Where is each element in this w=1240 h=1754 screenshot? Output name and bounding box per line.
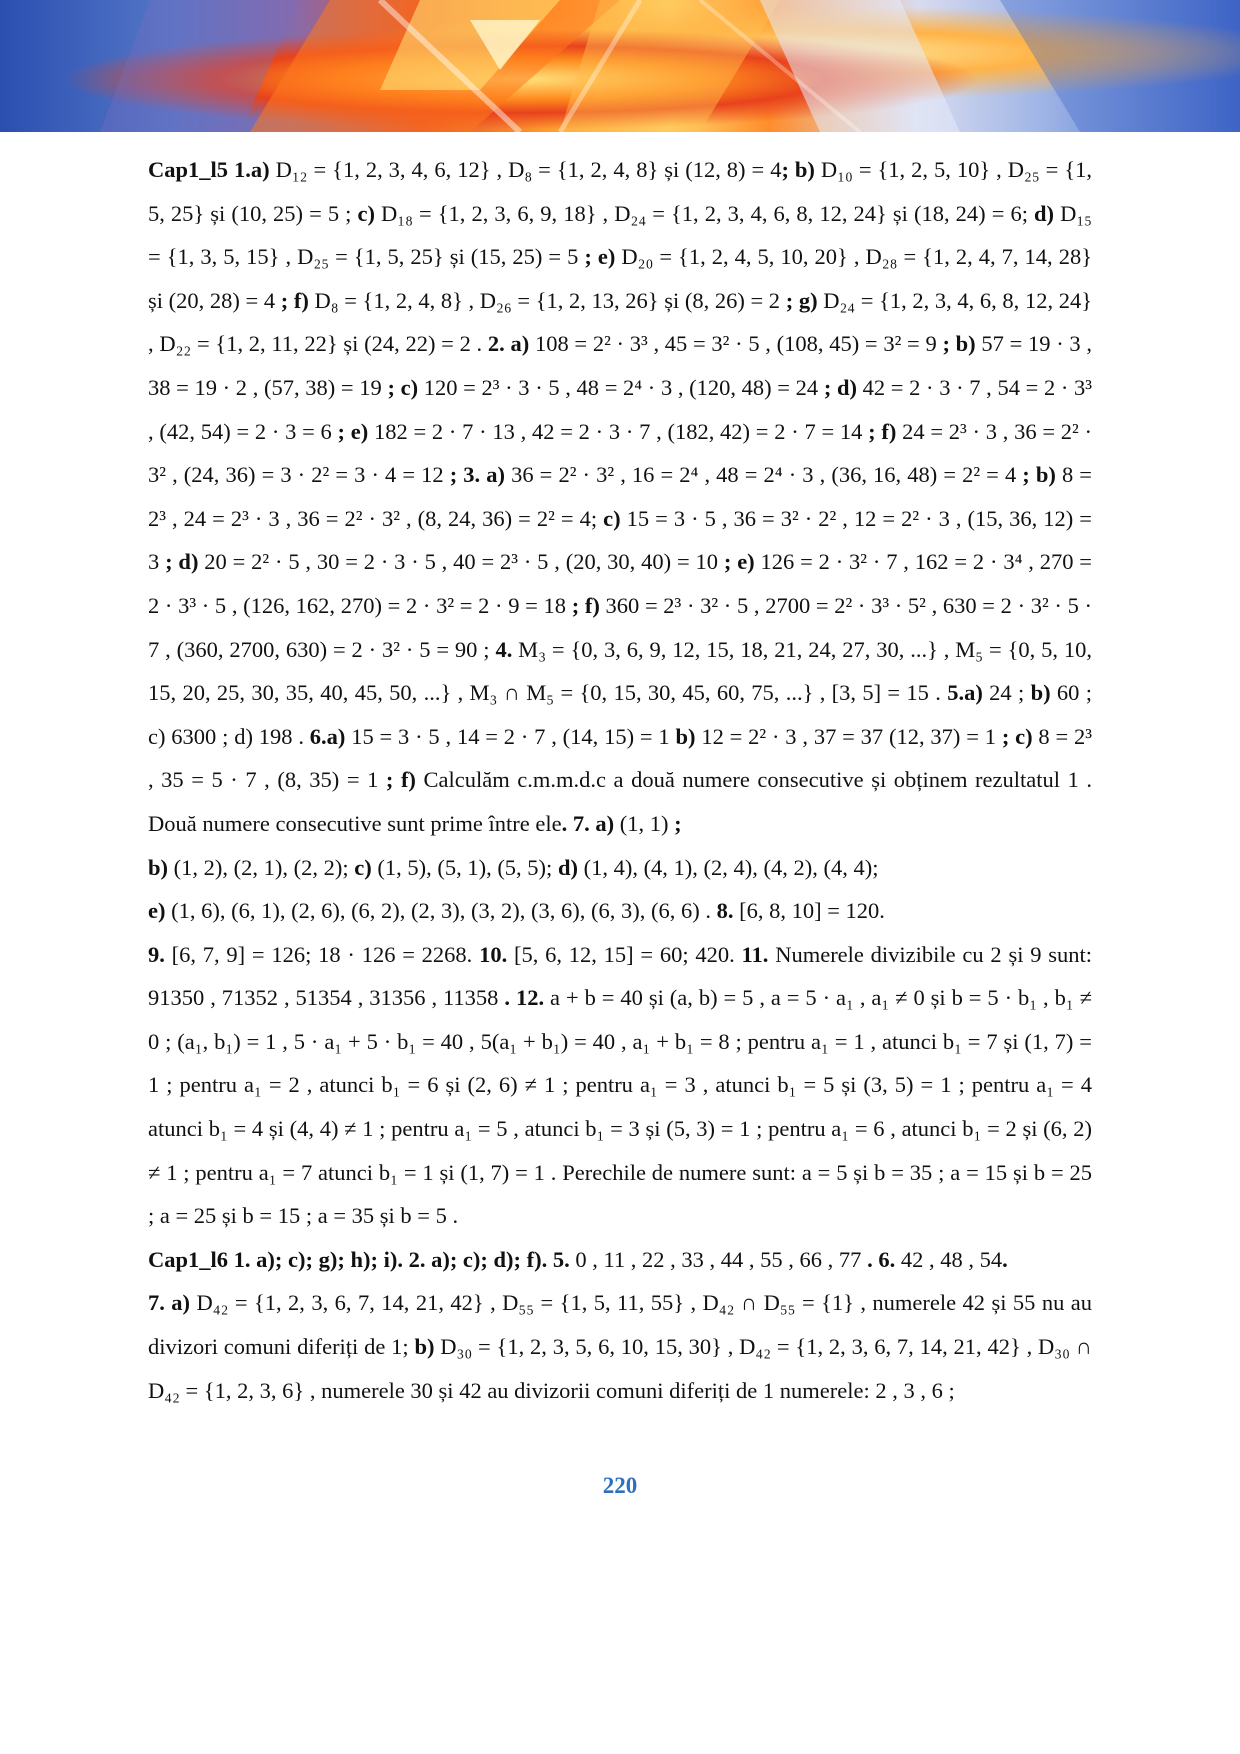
solution-text: 0 , 11 , 22 , 33 , 44 , 55 , 66 , 77 [569,1246,868,1272]
paragraph [148,933,1092,1238]
exercise-label: d) [1034,200,1055,226]
solution-text: [6, 8, 10] = 120. [733,898,885,924]
solution-text: a + b = 40 și (a, b) = 5 , a = 5 · a₁ , a₁ ≠ 0 și b = 5 · b₁ , b₁ ≠ 0 ; (a₁, b₁) = 1 , 5 · a₁ + 5 · b₁ = 40 , 5(a₁ + b₁) = 40 , a₁ + b₁ = 8 ; pentru a₁ = 1 , atunci b₁ = 7 și (1, 7) = 1 ; pentru a₁ = 2 , atunci b₁ = 6 și (2, 6) ≠ 1 ; pentru a₁ = 3 , atunci b₁ = 5 și (3, 5) = 1 ; pentru a₁ = 4 atunci b₁ = 4 și (4, 4) ≠ 1 ; pentru a₁ = 5 , atunci b₁ = 3 și (5, 3) = 1 ; pentru a₁ = 6 , atunci b₁ = 2 și (6, 2) ≠ 1 ; pentru a₁ = 7 atunci b₁ = 1 și (1, 7) = 1 . Perechile de numere sunt: a = 5 și b = 35 ; a = 15 și b = 25 ; a = 25 și b = 15 ; a = 35 și b = 5 . [148,985,1093,1229]
solution-text: 108 = 2² · 3³ , 45 = 3² · 5 , (108, 45) = 3² = 9 [529,331,943,357]
solution-text: D₂₄ = {1, 2, 3, 4, 6, 8, 12, 24} , D₂₂ = {1, 2, 11, 22} și (24, 22) = 2 . [148,287,1092,357]
exercise-label: ; b) [1022,462,1056,488]
solution-text: (1, 1) [614,810,675,836]
solution-text: 8 = 2³ , 24 = 2³ · 3 , 36 = 2² · 3² , (8, 24, 36) = 2² = 4; [148,462,1093,531]
solution-text: 42 = 2 · 3 · 7 , 54 = 2 · 3³ , (42, 54) = 2 · 3 = 6 [148,374,1093,444]
exercise-label: . 12. [504,985,545,1011]
solution-text: 42 , 48 , 54 [895,1246,1003,1272]
solution-text: D₈ = {1, 2, 4, 8} , D₂₆ = {1, 2, 13, 26} și (8, 26) = 2 [308,287,786,313]
exercise-label: ; f) [868,418,897,444]
solution-text: 360 = 2³ · 3² · 5 , 2700 = 2² · 3³ · 5² , 630 = 2 · 3² · 5 · 7 , (360, 2700, 630) = 2 · 3² · 5 = 90 ; [148,592,1092,662]
exercise-label: b) [148,854,169,880]
solution-text: (1, 4), (4, 1), (2, 4), (4, 2), (4, 4); [577,854,879,880]
exercise-label: ; 3. a) [449,462,506,488]
solution-text: 15 = 3 · 5 , 14 = 2 · 7 , (14, 15) = 1 [345,723,676,749]
exercise-label: 8. [716,898,734,924]
paragraph [148,148,1092,846]
exercise-label: ; d) [165,549,199,575]
solution-text: 8 = 2³ , 35 = 5 · 7 , (8, 35) = 1 [148,723,1093,793]
solution-text: D₁₂ = {1, 2, 3, 4, 6, 12} , D₈ = {1, 2, 4, 8} și (12, 8) = 4 [269,157,782,182]
exercise-label: d) [557,854,578,880]
exercise-label: b) [675,723,696,749]
exercise-label: e) [148,898,166,924]
exercise-label: 2. a) [487,331,530,357]
page-number: 220 [602,1473,638,1498]
solution-text: 57 = 19 · 3 , 38 = 19 · 2 , (57, 38) = 19 [148,331,1093,400]
exercise-label: b) [414,1334,435,1360]
exercise-label: . [1002,1246,1008,1272]
solution-text: 36 = 2² · 3² , 16 = 2⁴ , 48 = 2⁴ · 3 , (36, 16, 48) = 2² = 4 [505,462,1023,488]
solution-text: (1, 6), (6, 1), (2, 6), (6, 2), (2, 3), (3, 2), (3, 6), (6, 3), (6, 6) . [165,898,717,924]
answer-key-text [148,148,1092,1412]
exercise-label: ; g) [785,287,818,313]
exercise-label: Cap1_l6 1. a); c); g); h); i). 2. a); c); d); f). 5. [148,1246,570,1272]
solution-text: 20 = 2² · 5 , 30 = 2 · 3 · 5 , 40 = 2³ · 5 , (20, 30, 40) = 10 [198,549,724,575]
exercise-label: ; e) [584,244,616,270]
solution-text: 24 ; [982,680,1031,706]
solution-text: 182 = 2 · 7 · 13 , 42 = 2 · 3 · 7 , (182, 42) = 2 · 7 = 14 [368,418,869,444]
solution-text: 60 ; c) 6300 ; d) 198 . [148,680,1092,749]
exercise-label: ; e) [337,418,369,444]
solution-text: [6, 7, 9] = 126; 18 · 126 = 2268. [164,941,480,967]
exercise-label: 9. [148,941,165,967]
exercise-label: 4. [495,636,513,662]
solution-text: D₃₀ = {1, 2, 3, 5, 6, 10, 15, 30} , D₄₂ = {1, 2, 3, 6, 7, 14, 21, 42} , D₃₀ ∩ D₄₂ = {1, 2, 3, 6} , numerele 30 și 42 au divizorii comuni diferiți de 1 numerele: 2 , 3 , 6 ; [148,1334,1093,1403]
exercise-label: . 7. a) [561,810,615,836]
exercise-label: ; b) [781,157,815,182]
solution-text: [5, 6, 12, 15] = 60; 420. [507,941,742,967]
exercise-label: ; e) [723,549,755,575]
exercise-label: ; c) [1001,723,1033,749]
solution-text: 15 = 3 · 5 , 36 = 3² · 2² , 12 = 2² · 3 , (15, 36, 12) = 3 [148,505,1092,575]
solution-text: (1, 2), (2, 1), (2, 2); [168,854,355,880]
exercise-label: ; f) [385,767,416,793]
solution-text: Numerele divizibile cu 2 și 9 sunt: 91350 , 71352 , 51354 , 31356 , 11358 [148,941,1093,1011]
solution-text: 12 = 2² · 3 , 37 = 37 (12, 37) = 1 [695,723,1002,749]
exercise-label: . 6. [867,1246,896,1272]
solution-text: 120 = 2³ · 3 · 5 , 48 = 2⁴ · 3 , (120, 48) = 24 [418,374,824,400]
solution-text: D₂₀ = {1, 2, 4, 5, 10, 20} , D₂₈ = {1, 2, 4, 7, 14, 28} și (20, 28) = 4 [148,244,1092,313]
solution-text: 24 = 2³ · 3 , 36 = 2² · 3² , (24, 36) = 3 · 2² = 3 · 4 = 12 [148,418,1093,488]
exercise-label: 10. [479,941,508,967]
paragraph [148,846,1092,890]
exercise-label: ; b) [942,331,976,357]
exercise-label: ; c) [387,374,419,400]
paragraph [148,1281,1092,1412]
exercise-label: ; f) [571,592,600,618]
exercise-label: ; f) [280,287,309,313]
banner-abstract-graphic [0,0,1240,132]
exercise-label: 6.a) [309,723,346,749]
solution-text: M₃ = {0, 3, 6, 9, 12, 15, 18, 21, 24, 27, 30, ...} , M₅ = {0, 5, 10, 15, 20, 25, 30, 35, 40, 45, 50, ...} , M₃ ∩ M₅ = {0, 15, 30, 45, 60, 75, ...} , [3, 5] = 15 . [148,636,1092,706]
exercise-label: 7. a) [148,1290,191,1316]
solution-text: D₄₂ = {1, 2, 3, 6, 7, 14, 21, 42} , D₅₅ = {1, 5, 11, 55} , D₄₂ ∩ D₅₅ = {1} , numerele 42 și 55 nu au divizori comuni diferiți de 1; [148,1290,1092,1360]
exercise-label: ; d) [823,374,857,400]
exercise-label: Cap1_l5 1.a) [148,157,270,182]
solution-text: Calculăm c.m.m.d.c a două numere consecutive și obținem rezultatul 1 . Două numere consecutive sunt prime între ele [148,767,1093,836]
exercise-label: 5.a) [947,680,983,706]
solution-text: (1, 5), (5, 1), (5, 5); [371,854,558,880]
solution-text: D₁₈ = {1, 2, 3, 6, 9, 18} , D₂₄ = {1, 2, 3, 4, 6, 8, 12, 24} și (18, 24) = 6; [374,200,1034,226]
paragraph [148,1238,1092,1282]
exercise-label: ; [674,810,682,836]
exercise-label: c) [354,854,372,880]
header-banner-image [0,0,1240,132]
exercise-label: b) [1030,680,1051,706]
solution-text: D₁₀ = {1, 2, 5, 10} , D₂₅ = {1, 5, 25} și (10, 25) = 5 ; [148,157,1092,226]
exercise-label: 11. [741,941,769,967]
paragraph [148,889,1092,933]
exercise-label: c) [603,505,621,531]
exercise-label: c) [357,200,375,226]
solution-text: 126 = 2 · 3² · 7 , 162 = 2 · 3⁴ , 270 = 2 · 3³ · 5 , (126, 162, 270) = 2 · 3² = 2 · 9 = 18 [148,549,1092,618]
solution-text: D₁₅ = {1, 3, 5, 15} , D₂₅ = {1, 5, 25} și (15, 25) = 5 [148,200,1093,270]
